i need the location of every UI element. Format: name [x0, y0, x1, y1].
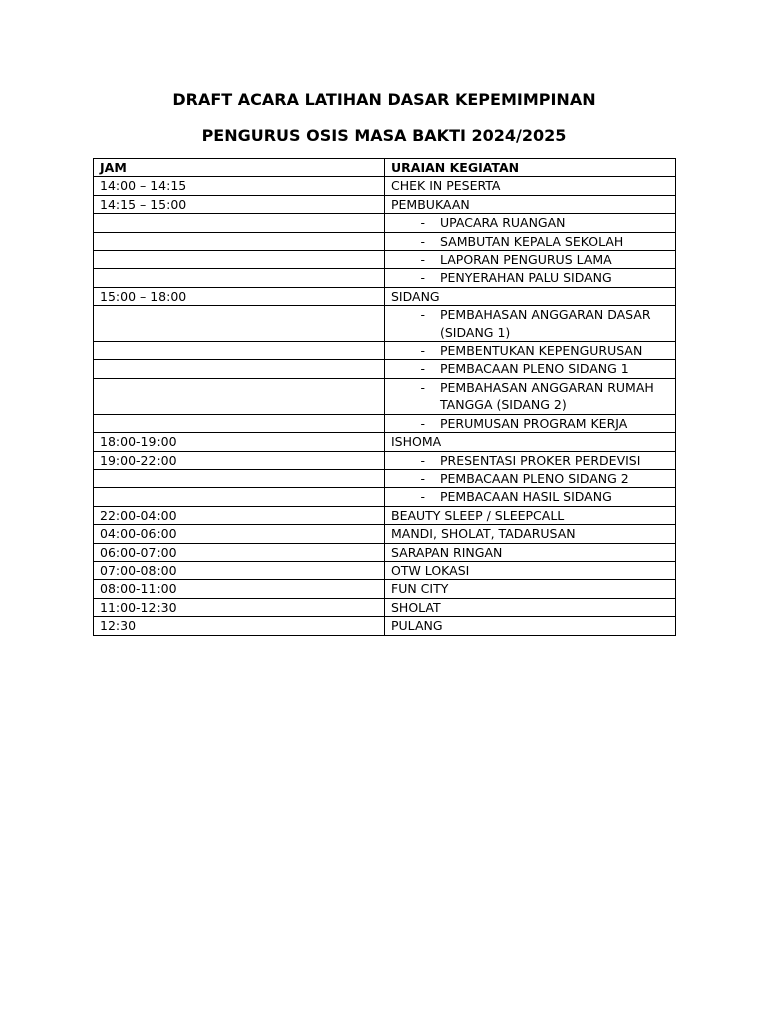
bullet-dash: - [420, 215, 425, 231]
time-cell [94, 360, 385, 378]
sub-activity-cell [385, 451, 676, 469]
table-row [94, 251, 676, 269]
table-row [94, 232, 676, 250]
document-title: DRAFT ACARA LATIHAN DASAR KEPEMIMPINAN [172, 90, 596, 109]
time-cell: 06:00-07:00 [94, 543, 385, 561]
sub-activity-item [391, 452, 669, 469]
time-cell [94, 414, 385, 432]
table-row [94, 195, 676, 213]
sub-activity-label: PERUMUSAN PROGRAM KERJA [440, 415, 628, 431]
sub-activity-cell [385, 378, 676, 414]
time-cell: 12:30 [94, 617, 385, 635]
sub-activity-item [391, 415, 669, 432]
time-cell [94, 269, 385, 287]
time-cell: 04:00-06:00 [94, 525, 385, 543]
time-cell [94, 232, 385, 250]
sub-activity-item [391, 233, 669, 250]
header-row [94, 159, 676, 177]
time-cell: 07:00-08:00 [94, 561, 385, 579]
sub-activity-label: LAPORAN PENGURUS LAMA [440, 252, 612, 268]
table-row [94, 561, 676, 579]
bullet-dash: - [420, 379, 425, 395]
time-cell: 14:15 – 15:00 [94, 195, 385, 213]
bullet-dash: - [420, 452, 425, 468]
table-row [94, 177, 676, 195]
sub-activity-label: PEMBACAAN PLENO SIDANG 1 [440, 361, 629, 377]
schedule-table [93, 158, 676, 636]
time-cell [94, 469, 385, 487]
sub-activity-cell [385, 414, 676, 432]
time-cell: 22:00-04:00 [94, 506, 385, 524]
sub-activity-cell [385, 251, 676, 269]
sub-activity-label: PEMBACAAN HASIL SIDANG [440, 489, 612, 505]
table-row [94, 214, 676, 232]
sub-activity-cell [385, 469, 676, 487]
time-cell [94, 378, 385, 414]
sub-activity-label: PEMBAHASAN ANGGARAN DASAR (SIDANG 1) [440, 307, 651, 340]
activity-cell: BEAUTY SLEEP / SLEEPCALL [385, 506, 676, 524]
sub-activity-cell [385, 232, 676, 250]
table-row [94, 580, 676, 598]
time-cell: 15:00 – 18:00 [94, 287, 385, 305]
time-cell: 08:00-11:00 [94, 580, 385, 598]
table-row [94, 287, 676, 305]
schedule-table-header [94, 159, 676, 177]
header-jam: JAM [94, 159, 385, 177]
table-row [94, 543, 676, 561]
bullet-dash: - [420, 343, 425, 359]
activity-cell: SHOLAT [385, 598, 676, 616]
table-row [94, 617, 676, 635]
bullet-dash: - [420, 470, 425, 486]
activity-cell: SARAPAN RINGAN [385, 543, 676, 561]
table-row [94, 525, 676, 543]
sub-activity-item [391, 470, 669, 487]
sub-activity-label: PENYERAHAN PALU SIDANG [440, 270, 612, 286]
time-cell [94, 342, 385, 360]
sub-activity-item [391, 360, 669, 377]
table-row [94, 378, 676, 414]
table-row [94, 451, 676, 469]
table-row [94, 598, 676, 616]
sub-activity-item [391, 269, 669, 286]
activity-cell: PEMBUKAAN [385, 195, 676, 213]
sub-activity-label: PEMBACAAN PLENO SIDANG 2 [440, 470, 629, 486]
sub-activity-label: PEMBENTUKAN KEPENGURUSAN [440, 343, 643, 359]
table-row [94, 360, 676, 378]
table-row [94, 506, 676, 524]
time-cell: 14:00 – 14:15 [94, 177, 385, 195]
sub-activity-cell [385, 342, 676, 360]
activity-cell: CHEK IN PESERTA [385, 177, 676, 195]
activity-cell: PULANG [385, 617, 676, 635]
time-cell: 18:00-19:00 [94, 433, 385, 451]
sub-activity-item [391, 379, 669, 414]
time-cell [94, 306, 385, 342]
time-cell: 11:00-12:30 [94, 598, 385, 616]
activity-cell: MANDI, SHOLAT, TADARUSAN [385, 525, 676, 543]
schedule-table-body [94, 177, 676, 635]
activity-cell: ISHOMA [385, 433, 676, 451]
time-cell [94, 251, 385, 269]
table-row [94, 469, 676, 487]
sub-activity-label: UPACARA RUANGAN [440, 215, 566, 231]
bullet-dash: - [420, 252, 425, 268]
bullet-dash: - [420, 307, 425, 323]
time-cell [94, 488, 385, 506]
sub-activity-item [391, 214, 669, 231]
activity-cell: FUN CITY [385, 580, 676, 598]
bullet-dash: - [420, 489, 425, 505]
header-uraian-kegiatan: URAIAN KEGIATAN [385, 159, 676, 177]
sub-activity-cell [385, 360, 676, 378]
sub-activity-label: SAMBUTAN KEPALA SEKOLAH [440, 233, 624, 249]
time-cell [94, 214, 385, 232]
sub-activity-cell [385, 269, 676, 287]
bullet-dash: - [420, 233, 425, 249]
bullet-dash: - [420, 361, 425, 377]
sub-activity-cell [385, 306, 676, 342]
time-cell: 19:00-22:00 [94, 451, 385, 469]
table-row [94, 269, 676, 287]
table-row [94, 414, 676, 432]
bullet-dash: - [420, 270, 425, 286]
table-row [94, 488, 676, 506]
sub-activity-item [391, 342, 669, 359]
activity-cell: OTW LOKASI [385, 561, 676, 579]
document-subtitle: PENGURUS OSIS MASA BAKTI 2024/2025 [201, 126, 567, 145]
bullet-dash: - [420, 415, 425, 431]
sub-activity-label: PEMBAHASAN ANGGARAN RUMAH TANGGA (SIDANG 2) [440, 379, 654, 413]
sub-activity-item [391, 306, 669, 341]
sub-activity-label: PRESENTASI PROKER PERDEVISI [440, 452, 641, 468]
table-row [94, 342, 676, 360]
sub-activity-cell [385, 214, 676, 232]
sub-activity-item [391, 488, 669, 505]
activity-cell: SIDANG [385, 287, 676, 305]
sub-activity-cell [385, 488, 676, 506]
table-row [94, 433, 676, 451]
sub-activity-item [391, 251, 669, 268]
table-row [94, 306, 676, 342]
